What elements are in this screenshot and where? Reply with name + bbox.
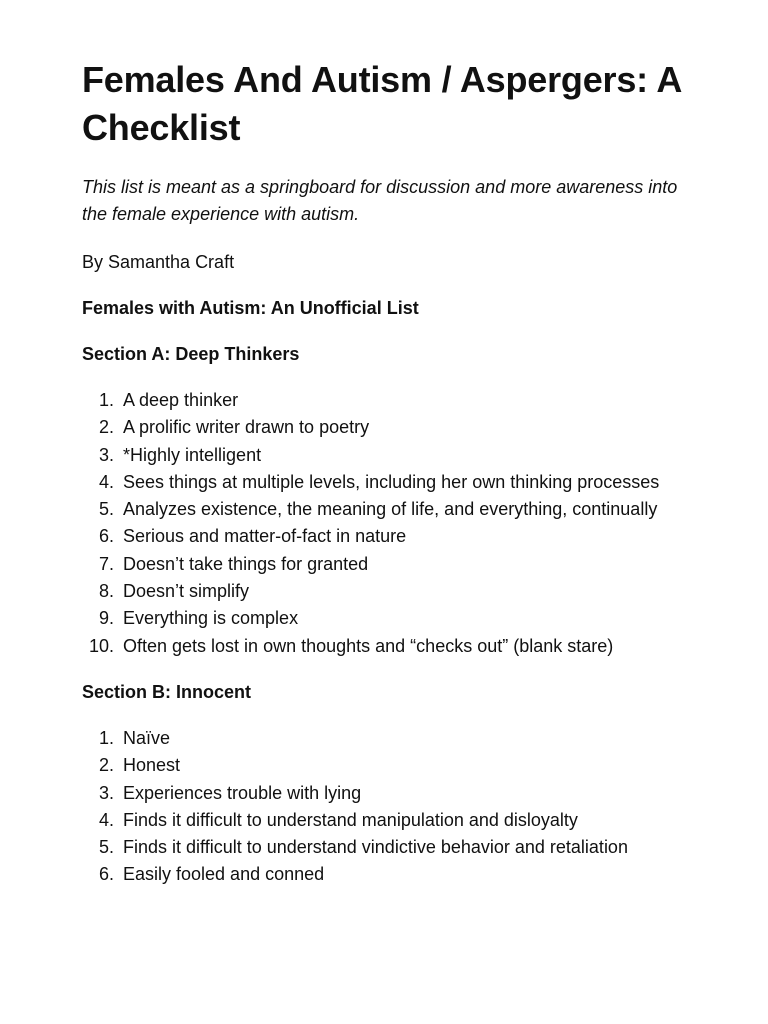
list-item-text: Finds it difficult to understand vindictive behavior and retaliation: [123, 837, 628, 858]
list-item: [82, 469, 698, 496]
section-b-heading: Section B: Innocent: [82, 681, 252, 702]
list-item-text: Analyzes existence, the meaning of life, and everything, continually: [123, 499, 658, 520]
list-item-text: Serious and matter-of-fact in nature: [123, 526, 407, 547]
list-item-text: Experiences trouble with lying: [123, 782, 362, 803]
list-item-number: 6.: [98, 526, 114, 547]
section-b-list: [82, 725, 698, 889]
list-item-text: A prolific writer drawn to poetry: [123, 417, 370, 438]
list-item-text: Doesn’t simplify: [123, 581, 250, 602]
list-item: [82, 725, 698, 752]
list-heading: Females with Autism: An Unofficial List: [82, 298, 419, 318]
list-item-number: 2.: [98, 755, 114, 776]
list-item: [82, 752, 698, 779]
list-item-text: *Highly intelligent: [123, 444, 262, 465]
list-item: [82, 633, 698, 660]
list-item: [82, 551, 698, 578]
list-item-text: Finds it difficult to understand manipulation and disloyalty: [123, 809, 578, 830]
list-item-text: Doesn’t take things for granted: [123, 553, 369, 574]
author-byline: By Samantha Craft: [82, 252, 235, 272]
list-item: [82, 387, 698, 414]
section-a-list: [82, 387, 698, 660]
list-item-number: 1.: [98, 390, 114, 410]
list-item-number: 5.: [98, 837, 114, 858]
list-item-text: Easily fooled and conned: [123, 864, 325, 885]
list-item: [82, 578, 698, 605]
list-item: [82, 414, 698, 441]
intro-paragraph: This list is meant as a springboard for discussion and more awareness into the female experience with autism.: [82, 177, 678, 224]
list-item-number: 3.: [98, 444, 114, 465]
list-item-number: 3.: [98, 782, 114, 803]
list-item-number: 9.: [98, 608, 114, 629]
list-item-number: 4.: [98, 471, 114, 492]
list-item-number: 5.: [98, 499, 114, 520]
document-title: Females And Autism / Aspergers: A Checklist: [82, 59, 681, 148]
list-item-number: 6.: [98, 864, 114, 885]
list-item: [82, 496, 698, 523]
list-item: [82, 861, 698, 888]
list-item-text: Sees things at multiple levels, including her own thinking processes: [123, 471, 660, 492]
list-item-number: 8.: [98, 581, 114, 602]
list-item-number: 1.: [98, 727, 114, 748]
list-item-number: 10.: [88, 635, 114, 656]
list-item-number: 7.: [98, 553, 114, 574]
list-item-text: Honest: [123, 755, 181, 776]
list-item-number: 2.: [98, 417, 114, 438]
list-item-text: Everything is complex: [123, 608, 299, 629]
list-item-text: Often gets lost in own thoughts and “checks out” (blank stare): [123, 635, 614, 656]
list-item-text: Naïve: [123, 727, 171, 748]
list-item: [82, 523, 698, 550]
list-item: [82, 605, 698, 632]
list-item-text: A deep thinker: [123, 390, 239, 410]
list-item: [82, 807, 698, 834]
list-item: [82, 780, 698, 807]
list-item-number: 4.: [98, 809, 114, 830]
list-item: [82, 834, 698, 861]
section-a-heading: Section A: Deep Thinkers: [82, 344, 300, 364]
list-item: [82, 442, 698, 469]
